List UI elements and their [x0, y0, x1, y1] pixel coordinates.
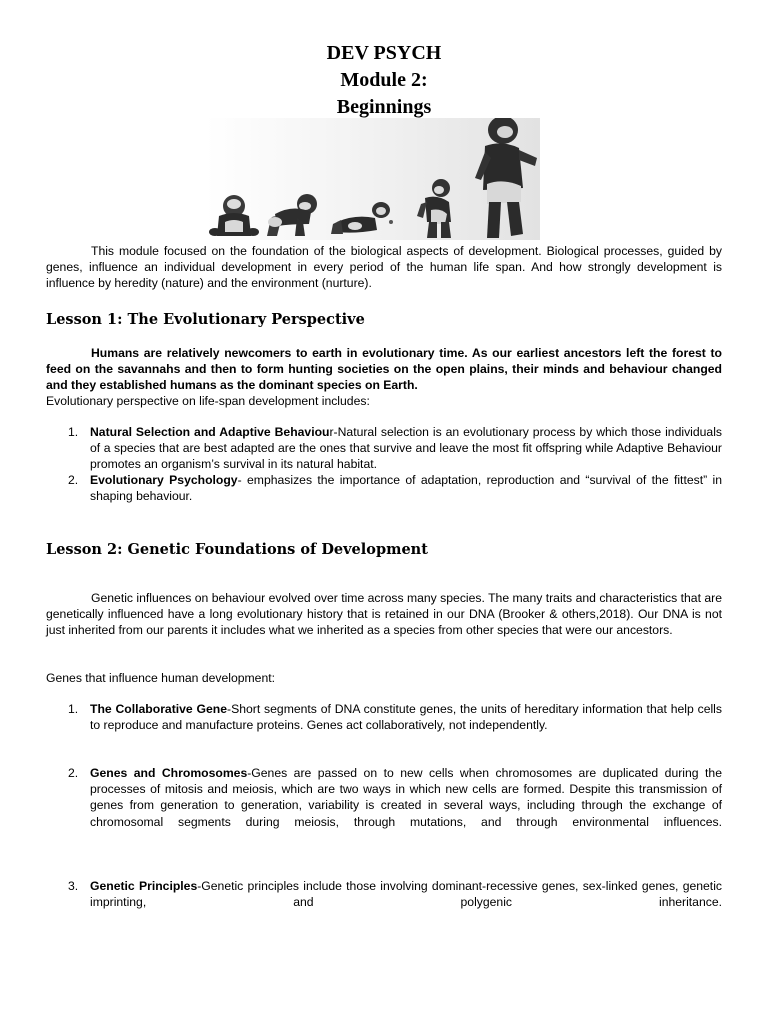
module-name: Beginnings	[336, 96, 432, 118]
list-item-text: -Genetic principles include those involving dominant-recessive genes, sex-linked genes, genetic imprinting, and polygenic inheritance.	[90, 879, 722, 910]
list-item-text: -Short segments of DNA constitute genes, the units of hereditary information that help cells to reproduce and manufacture proteins. Genes act collaboratively, not independently.	[90, 702, 722, 733]
list-item-text: - emphasizes the importance of adaptation, reproduction and “survival of the fittest” in shaping behaviour.	[90, 473, 722, 504]
list-number: 1.	[68, 425, 79, 439]
lesson2-paragraph: Genetic influences on behaviour evolved over time across many species. The many traits and characteristics that are genetically influenced have a long evolutionary history that is retained in our DNA (Brooker & others,2018). Our DNA is not just inherited from our parents it includes what we inherited as a species from other species that were our ancestors.	[46, 591, 722, 638]
lesson2-list-item-1	[68, 701, 722, 733]
list-number: 3.	[68, 879, 79, 893]
lesson1-heading: Lesson 1: The Evolutionary Perspective	[46, 311, 365, 328]
list-number: 1.	[68, 702, 79, 716]
lesson2-heading: Lesson 2: Genetic Foundations of Development	[46, 541, 428, 558]
list-item-term: Genes and Chromosomes	[90, 766, 248, 780]
list-item-term: The Collaborative Gene	[90, 702, 228, 716]
list-item-term: Natural Selection and Adaptive Behaviou	[90, 425, 330, 439]
lesson2-list-intro: Genes that influence human development:	[46, 671, 276, 685]
list-item-term: Evolutionary Psychology	[90, 473, 238, 487]
document-title: DEV PSYCH	[326, 42, 442, 64]
list-item-term: Genetic Principles	[90, 879, 198, 893]
intro-paragraph: This module focused on the foundation of the biological aspects of development. Biological processes, guided by genes, influence an individual development in every period of the human life span. And how strongly development is influence by heredity (nature) and the environment (nurture).	[46, 244, 722, 291]
list-item-text: -Genes are passed on to new cells when chromosomes are duplicated during the processes of mitosis and meiosis, which are two ways in which new cells are formed. Despite this transmission of genes from generation to generation, variability is created in several ways, including through the exchange of chromosomal segments during meiosis, through mutations, and through environmental influences.	[90, 766, 722, 829]
lesson2-list-item-3	[68, 878, 722, 910]
module-number: Module 2:	[340, 69, 428, 91]
list-item-text: r-Natural selection is an evolutionary process by which those individuals of a species that are best adapted are the ones that survive and leave the most fit offspring while Adaptive Behaviour promotes an organism’s survival in its natural habitat.	[90, 425, 723, 472]
list-number: 2.	[68, 766, 79, 780]
list-number: 2.	[68, 473, 79, 487]
baby-development-stages-illustration	[205, 118, 540, 240]
lesson1-list-item-1	[68, 424, 723, 473]
lesson1-list-intro: Evolutionary perspective on life-span development includes:	[46, 394, 370, 408]
lesson1-list-item-2	[68, 472, 722, 504]
lesson2-list-item-2	[68, 765, 722, 830]
lesson1-bold-paragraph: Humans are relatively newcomers to earth in evolutionary time. As our earliest ancestors left the forest to feed on the savannahs and then to form hunting societies on the open plains, their minds and behaviour changed and they established humans as the dominant species on Earth.	[46, 346, 722, 393]
